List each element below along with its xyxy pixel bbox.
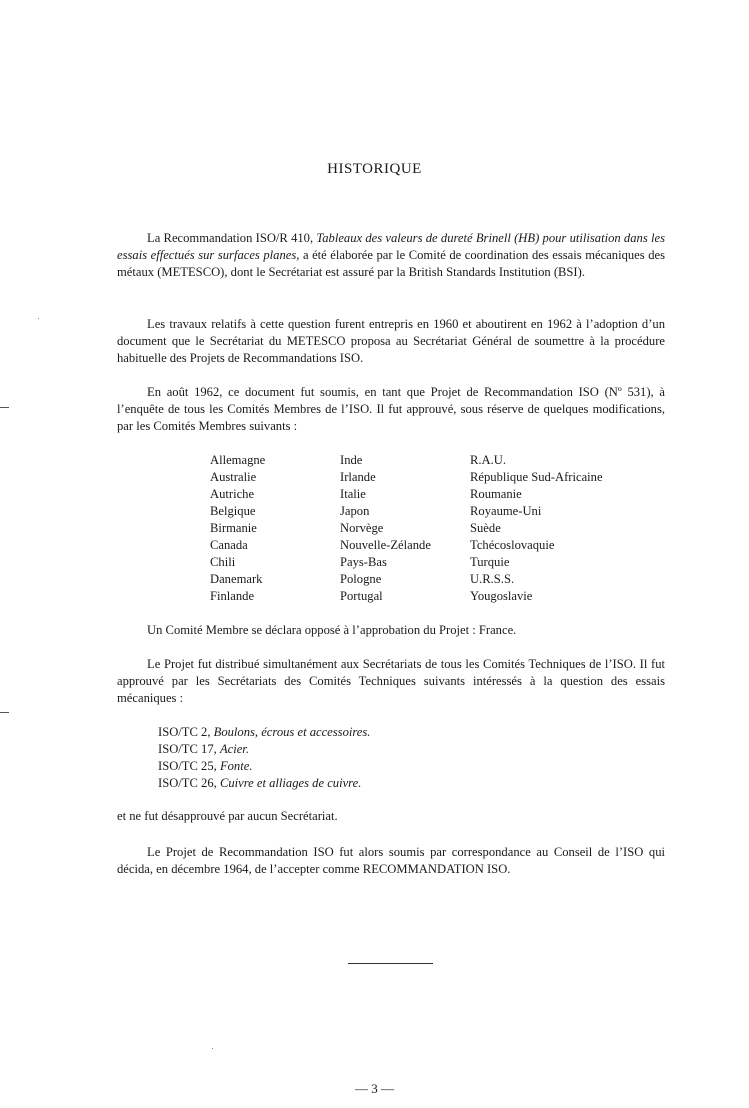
paragraph-opposed: Un Comité Membre se déclara opposé à l’approbation du Projet : France.	[147, 623, 517, 637]
member-item: Finlande	[210, 589, 255, 603]
speck	[212, 1048, 213, 1049]
tc-item	[158, 741, 370, 758]
member-item: Belgique	[210, 504, 256, 518]
intro-text-c: , a été élaborée par le Comité de coordination des essais mécaniques des métaux (METESCO), dont le Secrétariat est assuré par la British Standards Institution (BSI).	[117, 248, 665, 279]
member-column-1	[210, 452, 340, 605]
member-item: R.A.U.	[470, 453, 507, 467]
paragraph-history: Les travaux relatifs à cette question furent entrepris en 1960 et aboutirent en 1962 à l’adoption d’un document que le Secrétariat du METESCO proposa au Secrétariat Général de soumettre à la procédure habituelle des Projets de Recommandations ISO.	[117, 317, 665, 365]
paragraph-council: Le Projet de Recommandation ISO fut alors soumis par correspondance au Conseil de l’ISO qui décida, en décembre 1964, de l’accepter comme RECOMMANDATION ISO.	[117, 845, 665, 876]
member-bodies-table	[210, 452, 640, 605]
intro-title-italic: Tableaux des valeurs de dureté Brinell (HB) pour utilisation dans les essais effectués sur surfaces planes	[117, 231, 665, 262]
page-number: — 3 —	[355, 1081, 394, 1096]
paragraph-distribution: Le Projet fut distribué simultanément aux Secrétariats de tous les Comités Techniques de l’ISO. Il fut approuvé par les Secrétariats des Comités Techniques suivants intéressés à la question des essais mécaniques :	[117, 657, 665, 705]
member-item: Inde	[340, 453, 363, 467]
tc-name: Acier.	[219, 742, 249, 756]
tc-name: Boulons, écrous et accessoires.	[213, 725, 371, 739]
intro-text-a: La Recommandation ISO/R 410,	[147, 231, 317, 245]
member-item: Autriche	[210, 487, 255, 501]
member-item: Royaume-Uni	[470, 504, 542, 518]
margin-mark	[0, 712, 9, 713]
separator-rule	[348, 963, 433, 964]
member-item: Irlande	[340, 470, 376, 484]
member-item: Tchécoslovaquie	[470, 538, 555, 552]
member-item: Birmanie	[210, 521, 257, 535]
paragraph-enquiry: En août 1962, ce document fut soumis, en tant que Projet de Recommandation ISO (Nº 531), à l’enquête de tous les Comités Membres de l’ISO. Il fut approuvé, sous réserve de quelques modifications, par les Comités Membres suivants :	[117, 385, 665, 433]
member-item: Allemagne	[210, 453, 266, 467]
member-item: Canada	[210, 538, 248, 552]
tc-code: ISO/TC 2,	[158, 725, 214, 739]
tc-item	[158, 724, 370, 741]
member-column-3	[470, 452, 640, 605]
paragraph-intro	[117, 230, 665, 281]
tc-name: Fonte.	[219, 759, 253, 773]
member-item: Turquie	[470, 555, 510, 569]
member-item: U.R.S.S.	[470, 572, 515, 586]
tc-name: Cuivre et alliages de cuivre.	[219, 776, 362, 790]
member-item: Suède	[470, 521, 501, 535]
member-item: Yougoslavie	[470, 589, 533, 603]
tc-item	[158, 758, 370, 775]
margin-mark	[0, 407, 9, 408]
member-item: Roumanie	[470, 487, 522, 501]
member-column-2	[340, 452, 470, 605]
speck	[38, 318, 39, 319]
tc-item	[158, 775, 370, 792]
page-title: HISTORIQUE	[327, 161, 422, 177]
member-item: Australie	[210, 470, 257, 484]
member-item: Italie	[340, 487, 366, 501]
tc-code: ISO/TC 17,	[158, 742, 220, 756]
member-item: Pologne	[340, 572, 382, 586]
paragraph-no-disapproval: et ne fut désapprouvé par aucun Secrétariat.	[117, 809, 338, 823]
member-item: Portugal	[340, 589, 383, 603]
member-item: Japon	[340, 504, 370, 518]
member-item: République Sud-Africaine	[470, 470, 603, 484]
member-item: Norvège	[340, 521, 384, 535]
tc-code: ISO/TC 25,	[158, 759, 220, 773]
member-item: Danemark	[210, 572, 263, 586]
member-item: Chili	[210, 555, 236, 569]
member-item: Nouvelle-Zélande	[340, 538, 431, 552]
technical-committees-list	[158, 724, 370, 792]
member-item: Pays-Bas	[340, 555, 387, 569]
tc-code: ISO/TC 26,	[158, 776, 220, 790]
